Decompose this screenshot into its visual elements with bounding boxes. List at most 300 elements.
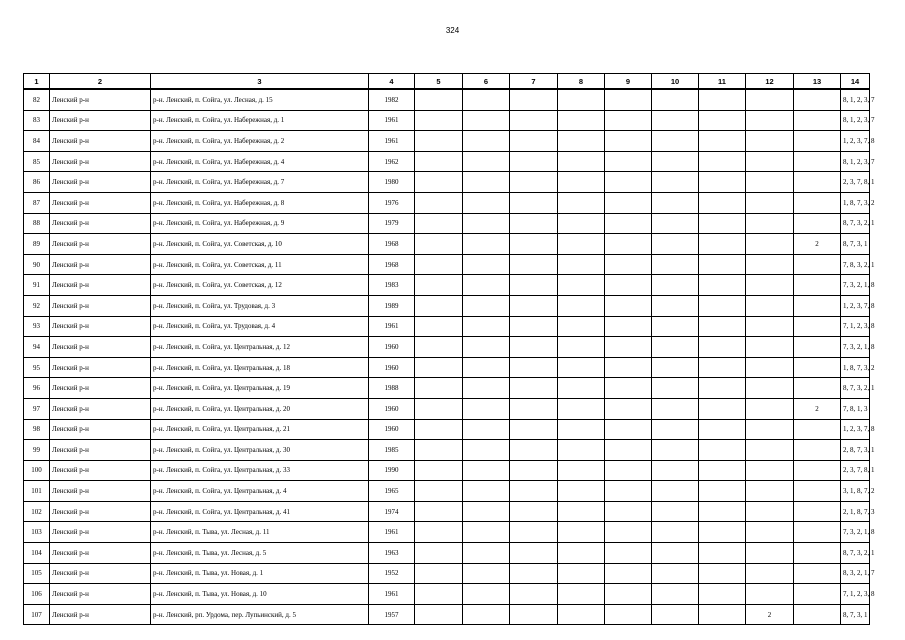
col12-cell — [746, 213, 794, 234]
col7-cell — [510, 131, 558, 152]
address-cell: р-н. Ленский, п. Сойга, ул. Центральная, д. 20 — [151, 398, 369, 419]
col10-cell — [652, 357, 699, 378]
col13-cell — [794, 275, 841, 296]
col13-cell — [794, 604, 841, 625]
col7-cell — [510, 563, 558, 584]
col8-cell — [558, 604, 605, 625]
row-number: 103 — [24, 522, 50, 543]
col6-cell — [463, 151, 510, 172]
col12-cell — [746, 440, 794, 461]
year-cell: 1983 — [369, 275, 415, 296]
col13-cell — [794, 89, 841, 110]
table-row — [24, 481, 870, 502]
col9-cell — [605, 357, 652, 378]
col6-cell — [463, 501, 510, 522]
table-row — [24, 604, 870, 625]
col6-cell — [463, 213, 510, 234]
col6-cell — [463, 254, 510, 275]
col9-cell — [605, 192, 652, 213]
col8-cell — [558, 337, 605, 358]
col6-cell — [463, 440, 510, 461]
col8-cell — [558, 481, 605, 502]
col7-cell — [510, 543, 558, 564]
col14-cell: 2, 1, 8, 7, 3 — [841, 501, 870, 522]
col9-cell — [605, 275, 652, 296]
col12-cell — [746, 110, 794, 131]
col11-cell — [699, 192, 746, 213]
year-cell: 1960 — [369, 357, 415, 378]
row-number: 98 — [24, 419, 50, 440]
page-number: 324 — [445, 26, 460, 35]
col8-cell — [558, 440, 605, 461]
column-header-9: 9 — [605, 74, 652, 90]
col6-cell — [463, 295, 510, 316]
col7-cell — [510, 213, 558, 234]
table-row — [24, 213, 870, 234]
col14-cell: 7, 8, 3, 2, 1 — [841, 254, 870, 275]
col8-cell — [558, 460, 605, 481]
col8-cell — [558, 378, 605, 399]
col11-cell — [699, 316, 746, 337]
table-row — [24, 316, 870, 337]
col13-cell — [794, 192, 841, 213]
col6-cell — [463, 110, 510, 131]
col12-cell — [746, 584, 794, 605]
col13-cell: 2 — [794, 234, 841, 255]
col12-cell — [746, 501, 794, 522]
col12-cell — [746, 295, 794, 316]
col8-cell — [558, 151, 605, 172]
col5-cell — [415, 563, 463, 584]
col13-cell — [794, 543, 841, 564]
row-number: 100 — [24, 460, 50, 481]
col6-cell — [463, 316, 510, 337]
col11-cell — [699, 172, 746, 193]
district-cell: Ленский р-н — [50, 357, 151, 378]
col5-cell — [415, 357, 463, 378]
table-row — [24, 254, 870, 275]
table-row — [24, 295, 870, 316]
year-cell: 1960 — [369, 337, 415, 358]
address-cell: р-н. Ленский, п. Сойга, ул. Центральная, д. 21 — [151, 419, 369, 440]
col6-cell — [463, 398, 510, 419]
col13-cell — [794, 419, 841, 440]
col9-cell — [605, 522, 652, 543]
address-cell: р-н. Ленский, рп. Урдома, пер. Лупьинский, д. 5 — [151, 604, 369, 625]
col10-cell — [652, 337, 699, 358]
col7-cell — [510, 316, 558, 337]
year-cell: 1974 — [369, 501, 415, 522]
col7-cell — [510, 337, 558, 358]
table-row — [24, 440, 870, 461]
address-cell: р-н. Ленский, п. Сойга, ул. Набережная, д. 8 — [151, 192, 369, 213]
address-cell: р-н. Ленский, п. Сойга, ул. Набережная, д. 9 — [151, 213, 369, 234]
col11-cell — [699, 584, 746, 605]
address-cell: р-н. Ленский, п. Сойга, ул. Центральная, д. 30 — [151, 440, 369, 461]
address-cell: р-н. Ленский, п. Сойга, ул. Центральная, д. 12 — [151, 337, 369, 358]
col8-cell — [558, 398, 605, 419]
col8-cell — [558, 419, 605, 440]
district-cell: Ленский р-н — [50, 522, 151, 543]
col11-cell — [699, 460, 746, 481]
col7-cell — [510, 172, 558, 193]
col5-cell — [415, 501, 463, 522]
col7-cell — [510, 522, 558, 543]
col7-cell — [510, 192, 558, 213]
row-number: 84 — [24, 131, 50, 152]
district-cell: Ленский р-н — [50, 440, 151, 461]
col14-cell: 7, 1, 2, 3, 8 — [841, 316, 870, 337]
col11-cell — [699, 398, 746, 419]
col10-cell — [652, 131, 699, 152]
col14-cell: 1, 8, 7, 3, 2 — [841, 357, 870, 378]
column-header-12: 12 — [746, 74, 794, 90]
column-header-7: 7 — [510, 74, 558, 90]
col13-cell — [794, 522, 841, 543]
col13-cell — [794, 172, 841, 193]
column-header-5: 5 — [415, 74, 463, 90]
col6-cell — [463, 275, 510, 296]
col12-cell — [746, 89, 794, 110]
col12-cell — [746, 378, 794, 399]
col9-cell — [605, 172, 652, 193]
col14-cell: 8, 1, 2, 3, 7 — [841, 151, 870, 172]
year-cell: 1957 — [369, 604, 415, 625]
district-cell: Ленский р-н — [50, 275, 151, 296]
col14-cell: 7, 3, 2, 1, 8 — [841, 275, 870, 296]
year-cell: 1965 — [369, 481, 415, 502]
col5-cell — [415, 89, 463, 110]
table-row — [24, 131, 870, 152]
col11-cell — [699, 378, 746, 399]
row-number: 107 — [24, 604, 50, 625]
address-cell: р-н. Ленский, п. Сойга, ул. Центральная, д. 33 — [151, 460, 369, 481]
row-number: 95 — [24, 357, 50, 378]
row-number: 94 — [24, 337, 50, 358]
row-number: 82 — [24, 89, 50, 110]
col12-cell — [746, 543, 794, 564]
col14-cell: 1, 2, 3, 7, 8 — [841, 295, 870, 316]
col6-cell — [463, 131, 510, 152]
col10-cell — [652, 316, 699, 337]
district-cell: Ленский р-н — [50, 254, 151, 275]
row-number: 104 — [24, 543, 50, 564]
table-row — [24, 584, 870, 605]
col14-cell: 8, 7, 3, 2, 1 — [841, 543, 870, 564]
col14-cell: 8, 7, 3, 1 — [841, 604, 870, 625]
col13-cell — [794, 440, 841, 461]
row-number: 85 — [24, 151, 50, 172]
address-cell: р-н. Ленский, п. Сойга, ул. Набережная, д. 7 — [151, 172, 369, 193]
col13-cell — [794, 460, 841, 481]
table-row — [24, 419, 870, 440]
column-header-13: 13 — [794, 74, 841, 90]
col12-cell — [746, 398, 794, 419]
year-cell: 1990 — [369, 460, 415, 481]
row-number: 92 — [24, 295, 50, 316]
col9-cell — [605, 213, 652, 234]
address-cell: р-н. Ленский, п. Сойга, ул. Советская, д. 11 — [151, 254, 369, 275]
district-cell: Ленский р-н — [50, 398, 151, 419]
col11-cell — [699, 110, 746, 131]
col9-cell — [605, 337, 652, 358]
column-header-4: 4 — [369, 74, 415, 90]
district-cell: Ленский р-н — [50, 192, 151, 213]
row-number: 86 — [24, 172, 50, 193]
col6-cell — [463, 584, 510, 605]
row-number: 101 — [24, 481, 50, 502]
address-cell: р-н. Ленский, п. Тыва, ул. Новая, д. 10 — [151, 584, 369, 605]
col7-cell — [510, 398, 558, 419]
table-row — [24, 234, 870, 255]
col9-cell — [605, 440, 652, 461]
col10-cell — [652, 89, 699, 110]
district-cell: Ленский р-н — [50, 563, 151, 584]
col14-cell: 8, 7, 3, 1 — [841, 234, 870, 255]
year-cell: 1961 — [369, 584, 415, 605]
col9-cell — [605, 460, 652, 481]
col10-cell — [652, 151, 699, 172]
col10-cell — [652, 378, 699, 399]
col13-cell: 2 — [794, 398, 841, 419]
address-cell: р-н. Ленский, п. Сойга, ул. Набережная, д. 2 — [151, 131, 369, 152]
table-row — [24, 501, 870, 522]
col5-cell — [415, 398, 463, 419]
col7-cell — [510, 151, 558, 172]
col11-cell — [699, 440, 746, 461]
district-cell: Ленский р-н — [50, 378, 151, 399]
col13-cell — [794, 254, 841, 275]
col6-cell — [463, 172, 510, 193]
col5-cell — [415, 522, 463, 543]
column-header-1: 1 — [24, 74, 50, 90]
table-row — [24, 543, 870, 564]
year-cell: 1960 — [369, 419, 415, 440]
col8-cell — [558, 254, 605, 275]
col5-cell — [415, 440, 463, 461]
col6-cell — [463, 460, 510, 481]
col8-cell — [558, 357, 605, 378]
district-cell: Ленский р-н — [50, 584, 151, 605]
col7-cell — [510, 110, 558, 131]
col10-cell — [652, 460, 699, 481]
col13-cell — [794, 131, 841, 152]
col14-cell: 3, 1, 8, 7, 2 — [841, 481, 870, 502]
col7-cell — [510, 234, 558, 255]
table-row — [24, 337, 870, 358]
col10-cell — [652, 213, 699, 234]
address-cell: р-н. Ленский, п. Тыва, ул. Лесная, д. 5 — [151, 543, 369, 564]
col11-cell — [699, 501, 746, 522]
col5-cell — [415, 543, 463, 564]
col5-cell — [415, 254, 463, 275]
col12-cell — [746, 522, 794, 543]
col5-cell — [415, 131, 463, 152]
row-number: 99 — [24, 440, 50, 461]
table-row — [24, 460, 870, 481]
col7-cell — [510, 378, 558, 399]
district-cell: Ленский р-н — [50, 481, 151, 502]
col5-cell — [415, 337, 463, 358]
col13-cell — [794, 563, 841, 584]
col10-cell — [652, 254, 699, 275]
col11-cell — [699, 419, 746, 440]
row-number: 87 — [24, 192, 50, 213]
col12-cell — [746, 563, 794, 584]
col7-cell — [510, 460, 558, 481]
col7-cell — [510, 89, 558, 110]
col14-cell: 2, 3, 7, 8, 1 — [841, 460, 870, 481]
col10-cell — [652, 440, 699, 461]
col9-cell — [605, 543, 652, 564]
col6-cell — [463, 543, 510, 564]
col8-cell — [558, 275, 605, 296]
col11-cell — [699, 213, 746, 234]
column-header-11: 11 — [699, 74, 746, 90]
table-row — [24, 192, 870, 213]
district-cell: Ленский р-н — [50, 110, 151, 131]
row-number: 91 — [24, 275, 50, 296]
col9-cell — [605, 234, 652, 255]
col8-cell — [558, 192, 605, 213]
col5-cell — [415, 584, 463, 605]
col11-cell — [699, 543, 746, 564]
address-cell: р-н. Ленский, п. Сойга, ул. Трудовая, д. 3 — [151, 295, 369, 316]
col12-cell — [746, 419, 794, 440]
table-row — [24, 275, 870, 296]
col14-cell: 7, 8, 1, 3 — [841, 398, 870, 419]
col8-cell — [558, 89, 605, 110]
col5-cell — [415, 295, 463, 316]
address-cell: р-н. Ленский, п. Сойга, ул. Трудовая, д. 4 — [151, 316, 369, 337]
col5-cell — [415, 234, 463, 255]
col9-cell — [605, 295, 652, 316]
year-cell: 1979 — [369, 213, 415, 234]
column-header-10: 10 — [652, 74, 699, 90]
col8-cell — [558, 563, 605, 584]
col9-cell — [605, 501, 652, 522]
col5-cell — [415, 460, 463, 481]
table-body — [24, 89, 875, 625]
district-cell: Ленский р-н — [50, 604, 151, 625]
year-cell: 1982 — [369, 89, 415, 110]
col8-cell — [558, 316, 605, 337]
col10-cell — [652, 584, 699, 605]
col9-cell — [605, 151, 652, 172]
district-cell: Ленский р-н — [50, 131, 151, 152]
col7-cell — [510, 357, 558, 378]
col13-cell — [794, 337, 841, 358]
col12-cell — [746, 254, 794, 275]
row-number: 93 — [24, 316, 50, 337]
col9-cell — [605, 131, 652, 152]
col9-cell — [605, 254, 652, 275]
address-cell: р-н. Ленский, п. Сойга, ул. Центральная, д. 18 — [151, 357, 369, 378]
col11-cell — [699, 275, 746, 296]
col10-cell — [652, 234, 699, 255]
district-cell: Ленский р-н — [50, 501, 151, 522]
col12-cell — [746, 481, 794, 502]
district-cell: Ленский р-н — [50, 419, 151, 440]
year-cell: 1960 — [369, 398, 415, 419]
col10-cell — [652, 543, 699, 564]
year-cell: 1989 — [369, 295, 415, 316]
col10-cell — [652, 295, 699, 316]
col10-cell — [652, 172, 699, 193]
table-row — [24, 89, 870, 110]
col13-cell — [794, 110, 841, 131]
col8-cell — [558, 522, 605, 543]
col11-cell — [699, 604, 746, 625]
address-cell: р-н. Ленский, п. Сойга, ул. Центральная, д. 19 — [151, 378, 369, 399]
year-cell: 1961 — [369, 522, 415, 543]
col13-cell — [794, 316, 841, 337]
col9-cell — [605, 110, 652, 131]
col9-cell — [605, 563, 652, 584]
col9-cell — [605, 481, 652, 502]
col9-cell — [605, 584, 652, 605]
col12-cell — [746, 234, 794, 255]
col11-cell — [699, 254, 746, 275]
address-cell: р-н. Ленский, п. Сойга, ул. Лесная, д. 15 — [151, 89, 369, 110]
col11-cell — [699, 357, 746, 378]
col7-cell — [510, 604, 558, 625]
col10-cell — [652, 481, 699, 502]
col13-cell — [794, 357, 841, 378]
col9-cell — [605, 378, 652, 399]
col10-cell — [652, 110, 699, 131]
col6-cell — [463, 604, 510, 625]
col12-cell — [746, 131, 794, 152]
col6-cell — [463, 89, 510, 110]
row-number: 96 — [24, 378, 50, 399]
col8-cell — [558, 110, 605, 131]
column-header-14: 14 — [841, 74, 870, 90]
col12-cell — [746, 151, 794, 172]
col14-cell: 7, 1, 2, 3, 8 — [841, 584, 870, 605]
col7-cell — [510, 419, 558, 440]
address-cell: р-н. Ленский, п. Сойга, ул. Набережная, д. 4 — [151, 151, 369, 172]
col12-cell — [746, 337, 794, 358]
col9-cell — [605, 604, 652, 625]
col9-cell — [605, 316, 652, 337]
year-cell: 1962 — [369, 151, 415, 172]
col14-cell: 2, 8, 7, 3, 1 — [841, 440, 870, 461]
district-cell: Ленский р-н — [50, 295, 151, 316]
col6-cell — [463, 192, 510, 213]
col5-cell — [415, 110, 463, 131]
column-header-8: 8 — [558, 74, 605, 90]
col10-cell — [652, 275, 699, 296]
row-number: 89 — [24, 234, 50, 255]
col10-cell — [652, 604, 699, 625]
table-row — [24, 563, 870, 584]
table-row — [24, 378, 870, 399]
address-cell: р-н. Ленский, п. Сойга, ул. Центральная, д. 41 — [151, 501, 369, 522]
table-row — [24, 522, 870, 543]
col14-cell: 1, 2, 3, 7, 8 — [841, 419, 870, 440]
col5-cell — [415, 151, 463, 172]
col14-cell: 2, 3, 7, 8, 1 — [841, 172, 870, 193]
year-cell: 1968 — [369, 234, 415, 255]
col12-cell — [746, 275, 794, 296]
district-cell: Ленский р-н — [50, 337, 151, 358]
year-cell: 1980 — [369, 172, 415, 193]
col13-cell — [794, 584, 841, 605]
col14-cell: 8, 7, 3, 2, 1 — [841, 378, 870, 399]
district-cell: Ленский р-н — [50, 89, 151, 110]
col5-cell — [415, 192, 463, 213]
